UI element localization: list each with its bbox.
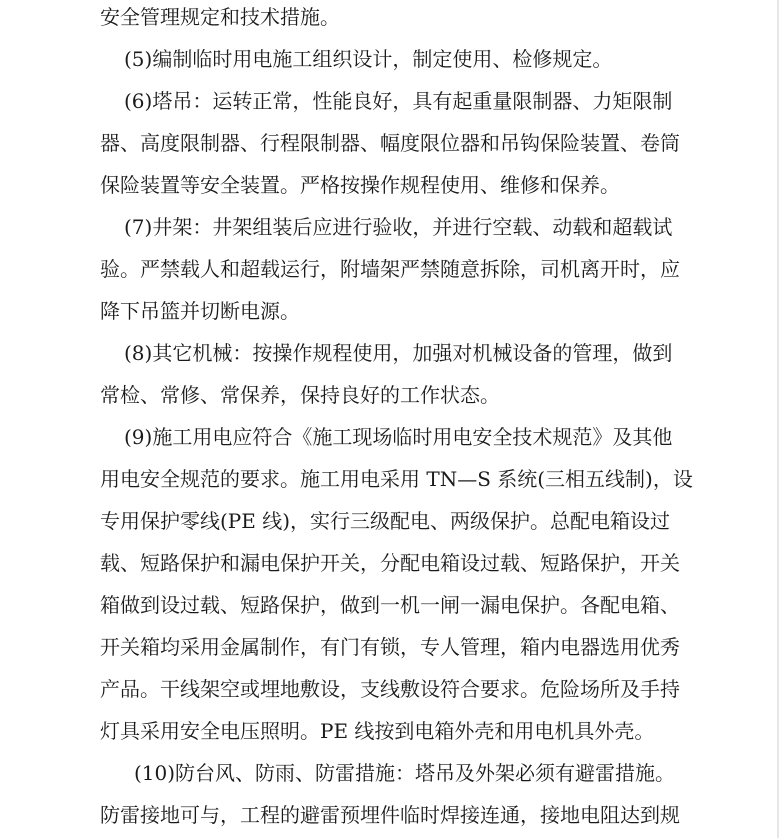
text-line: 安全管理规定和技术措施。 — [100, 5, 340, 29]
text-line: 常检、常修、常保养，保持良好的工作状态。 — [100, 383, 500, 407]
text-line: 降下吊篮并切断电源。 — [100, 299, 300, 323]
document-body — [100, 0, 712, 836]
paragraph-10-line: (10)防台风、防雨、防雷措施：塔吊及外架必须有避雷措施。 — [134, 761, 676, 785]
text-line: 保险装置等安全装置。严格按操作规程使用、维修和保养。 — [100, 173, 620, 197]
paragraph-7-line: (7)井架：井架组装后应进行验收，并进行空载、动载和超载试 — [124, 215, 673, 239]
text-line: 器、高度限制器、行程限制器、幅度限位器和吊钩保险装置、卷筒 — [100, 131, 680, 155]
text-line: 产品。干线架空或埋地敷设，支线敷设符合要求。危险场所及手持 — [100, 677, 680, 701]
text-line: 防雷接地可与，工程的避雷预埋件临时焊接连通，接地电阻达到规 — [100, 803, 680, 827]
text-line: 箱做到设过载、短路保护，做到一机一闸一漏电保护。各配电箱、 — [100, 593, 680, 617]
text-line: 开关箱均采用金属制作，有门有锁，专人管理，箱内电器选用优秀 — [100, 635, 680, 659]
text-line: 载、短路保护和漏电保护开关，分配电箱设过载、短路保护，开关 — [100, 551, 680, 575]
text-line: 用电安全规范的要求。施工用电采用 TN—S 系统(三相五线制)，设 — [100, 467, 693, 491]
paragraph-8-line: (8)其它机械：按操作规程使用，加强对机械设备的管理，做到 — [124, 341, 673, 365]
text-line: 验。严禁载人和超载运行，附墙架严禁随意拆除，司机离开时，应 — [100, 257, 680, 281]
text-line: 灯具采用安全电压照明。PE 线按到电箱外壳和用电机具外壳。 — [100, 719, 655, 743]
paragraph-6-line: (6)塔吊：运转正常，性能良好，具有起重量限制器、力矩限制 — [124, 89, 673, 113]
paragraph-9-line: (9)施工用电应符合《施工现场临时用电安全技术规范》及其他 — [124, 425, 673, 449]
text-line: 专用保护零线(PE 线)，实行三级配电、两级保护。总配电箱设过 — [100, 509, 671, 533]
paragraph-5-line: (5)编制临时用电施工组织设计，制定使用、检修规定。 — [124, 47, 613, 71]
